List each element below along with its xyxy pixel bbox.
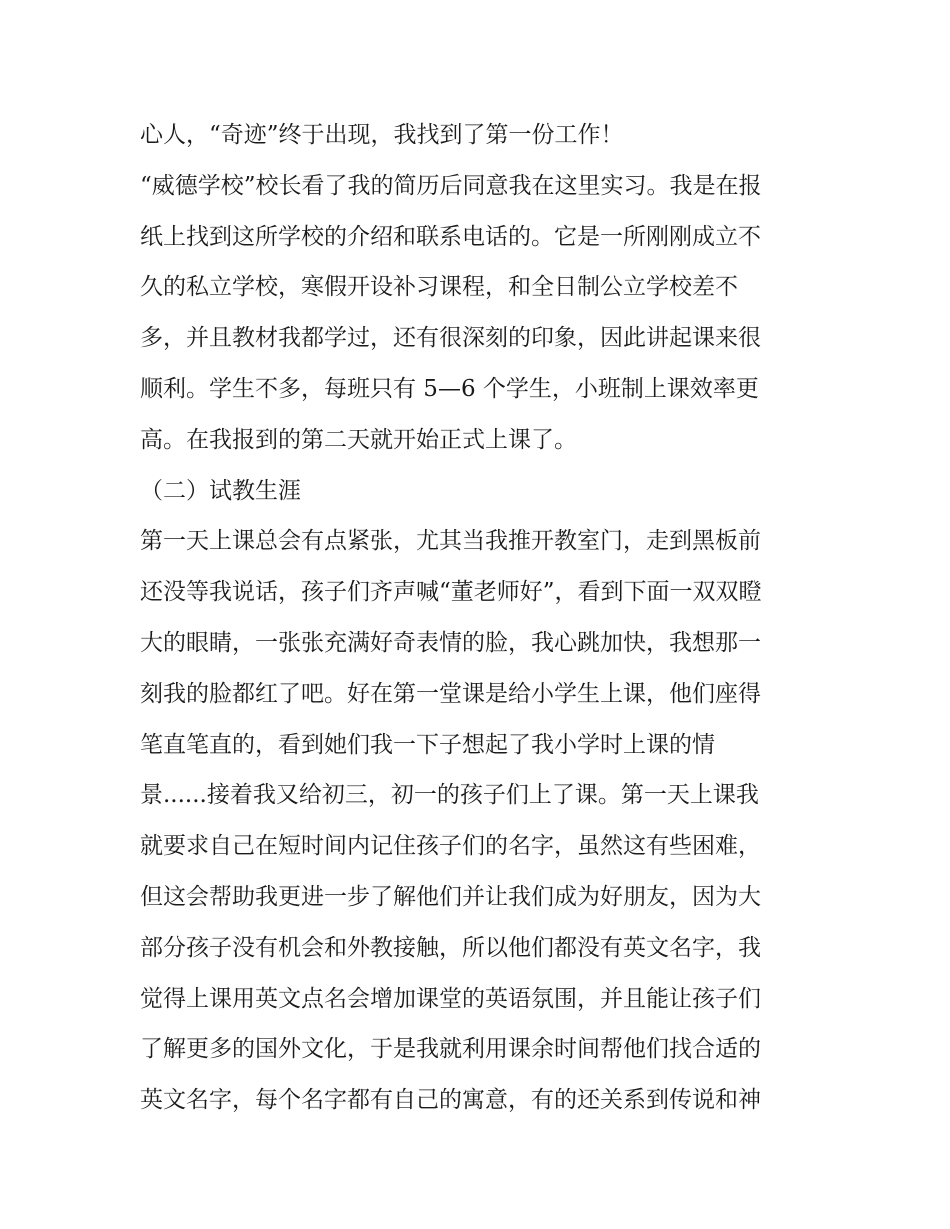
text-line: 但这会帮助我更进一步了解他们并让我们成为好朋友，因为大 — [140, 883, 761, 910]
text-line: 多，并且教材我都学过，还有很深刻的印象，因此讲起课来很 — [140, 325, 761, 352]
text-line: 心人，“奇迹”终于出现，我找到了第一份工作！ — [140, 122, 624, 148]
text-line: 就要求自己在短时间内记住孩子们的名字，虽然这有些困难， — [140, 833, 761, 860]
text-line: 还没等我说话，孩子们齐声喊“董老师好”，看到下面一双双瞪 — [140, 579, 762, 606]
text-line: 部分孩子没有机会和外教接触，所以他们都没有英文名字，我 — [140, 934, 761, 961]
text-line: 景......接着我又给初三，初一的孩子们上了课。第一天上课我 — [140, 782, 759, 809]
text-line: 觉得上课用英文点名会增加课堂的英语氛围，并且能让孩子们 — [140, 985, 761, 1012]
text-line: 第一天上课总会有点紧张，尤其当我推开教室门，走到黑板前 — [140, 528, 761, 555]
text-line: “威德学校”校长看了我的简历后同意我在这里实习。我是在报 — [140, 172, 762, 199]
text-line: 顺利。学生不多，每班只有 5—6 个学生，小班制上课效率更 — [140, 375, 759, 402]
document-body — [140, 110, 830, 1126]
text-line: 久的私立学校，寒假开设补习课程，和全日制公立学校差不 — [140, 274, 738, 301]
text-line: 刻我的脸都红了吧。好在第一堂课是给小学生上课，他们座得 — [140, 680, 761, 707]
text-line: 大的眼睛，一张张充满好奇表情的脸，我心跳加快，我想那一 — [140, 629, 761, 656]
section-heading: （二）试教生涯 — [140, 477, 301, 504]
text-line: 纸上找到这所学校的介绍和联系电话的。它是一所刚刚成立不 — [140, 223, 761, 250]
text-line: 英文名字，每个名字都有自己的寓意，有的还关系到传说和神 — [140, 1087, 761, 1114]
text-line: 笔直笔直的，看到她们我一下子想起了我小学时上课的情 — [140, 731, 715, 758]
text-line: 高。在我报到的第二天就开始正式上课了。 — [140, 426, 577, 453]
text-line: 了解更多的国外文化，于是我就利用课余时间帮他们找合适的 — [140, 1036, 761, 1063]
